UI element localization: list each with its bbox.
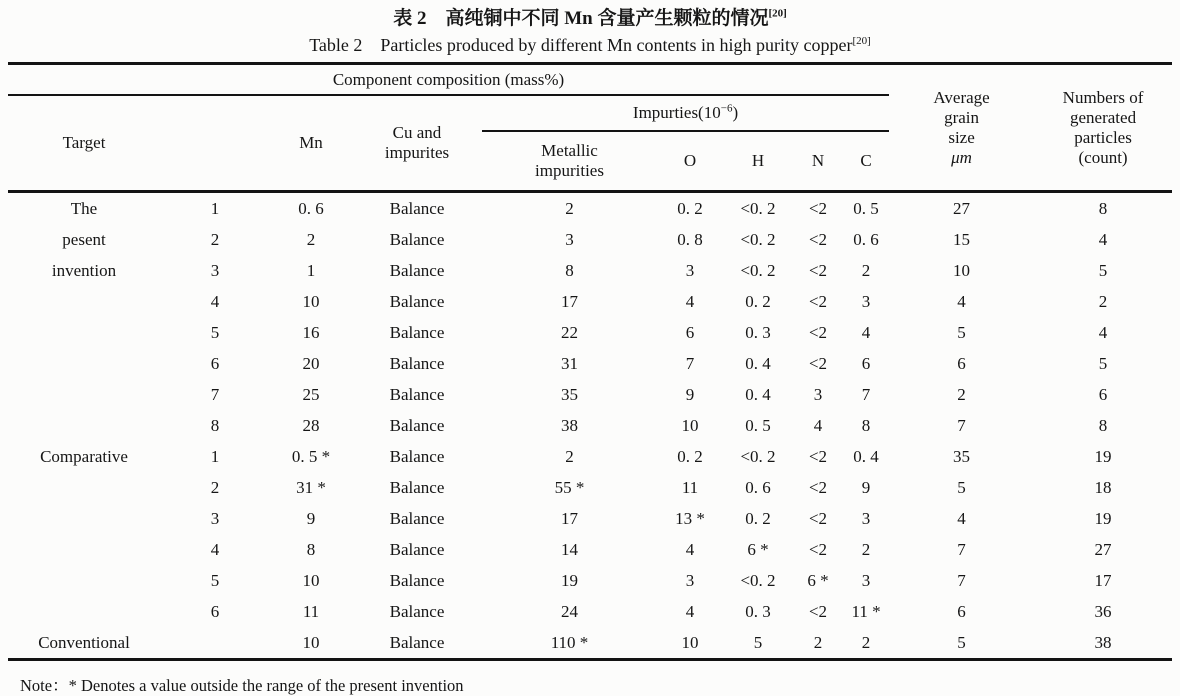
cell-mn: 2: [306, 229, 316, 249]
header-average-grain-size: [889, 64, 1034, 192]
cell-cu: Balance: [389, 415, 445, 435]
cell-particles: 36: [1094, 601, 1112, 621]
cell-mn: 0. 6: [298, 198, 324, 218]
cell-mn: 10: [302, 291, 320, 311]
cell-particles: 17: [1094, 570, 1112, 590]
cell-h: 0. 3: [745, 322, 771, 342]
cell-mn: 1: [306, 260, 316, 280]
cell-grain: 7: [957, 415, 966, 435]
cell-target: invention: [51, 260, 117, 280]
cell-grain: 27: [953, 198, 971, 218]
cell-target: [8, 534, 160, 565]
cell-no: 3: [210, 508, 220, 528]
header-target: Target: [8, 95, 160, 192]
cell-mn: 11: [302, 601, 320, 621]
cell-grain: 5: [957, 632, 966, 652]
cell-mn: 16: [302, 322, 320, 342]
data-table: [8, 62, 1172, 661]
cell-cu: Balance: [389, 601, 445, 621]
header-grain-unit: μm: [951, 147, 972, 167]
header-particles-line3: particles: [1074, 127, 1132, 147]
cell-o: 13 *: [675, 508, 705, 528]
cell-no: 4: [210, 291, 220, 311]
header-grain-line1: Average: [933, 87, 990, 107]
cell-o: 10: [681, 415, 699, 435]
table-title-english-text: Table 2 Particles produced by different Mn contents in high purity copper: [309, 34, 853, 55]
table-row: [8, 472, 1172, 503]
cell-metallic: 19: [561, 570, 578, 590]
cell-grain: 35: [953, 446, 971, 466]
cell-c: 3: [861, 570, 871, 590]
cell-particles: 6: [1098, 384, 1108, 404]
cell-o: 4: [685, 291, 695, 311]
table-footnote: Note：* Denotes a value outside the range of the present invention: [20, 676, 464, 696]
cell-particles: 5: [1098, 353, 1108, 373]
header-generated-particles: [1034, 64, 1172, 192]
cell-mn: 31 *: [296, 477, 326, 497]
cell-h: 0. 4: [745, 384, 771, 404]
cell-target: [8, 410, 160, 441]
table-body: [8, 192, 1172, 660]
cell-target: [8, 317, 160, 348]
cell-cu: Balance: [389, 446, 445, 466]
cell-metallic: 14: [561, 539, 578, 559]
cell-h: 5: [753, 632, 763, 652]
cell-metallic: 35: [561, 384, 578, 404]
header-nitrogen: N: [793, 131, 843, 192]
cell-metallic: 31: [561, 353, 578, 373]
cell-n: <2: [808, 477, 828, 497]
cell-particles: 27: [1094, 539, 1112, 559]
cell-h: <0. 2: [740, 570, 776, 590]
cell-cu: Balance: [389, 570, 445, 590]
header-impurities-text: Impurties(10: [632, 103, 721, 123]
cell-particles: 5: [1098, 260, 1108, 280]
cell-metallic: 24: [561, 601, 578, 621]
header-particles-line4: (count): [1078, 147, 1128, 167]
cell-target: The: [70, 198, 98, 218]
cell-o: 6: [685, 322, 695, 342]
cell-particles: 19: [1094, 508, 1112, 528]
table-row: [8, 192, 1172, 225]
header-grain-line3: size: [948, 127, 975, 147]
cell-no: 7: [210, 384, 220, 404]
cell-no: 5: [210, 570, 220, 590]
cell-no: [160, 627, 270, 660]
cell-o: 0. 2: [677, 198, 703, 218]
cell-cu: Balance: [389, 260, 445, 280]
cell-metallic: 110 *: [550, 632, 589, 652]
cell-h: <0. 2: [740, 260, 776, 280]
cell-target: [8, 286, 160, 317]
cell-target: [8, 565, 160, 596]
reference-superscript: [20]: [852, 34, 871, 47]
cell-metallic: 8: [565, 260, 574, 280]
header-hydrogen: H: [723, 131, 793, 192]
header-cu-line1: Cu and: [392, 123, 442, 143]
reference-superscript: [20]: [768, 7, 787, 20]
header-oxygen: O: [657, 131, 723, 192]
cell-h: 0. 4: [745, 353, 771, 373]
cell-grain: 7: [957, 570, 966, 590]
cell-n: 4: [813, 415, 823, 435]
cell-h: 0. 3: [745, 601, 771, 621]
cell-cu: Balance: [389, 632, 445, 652]
cell-n: 2: [813, 632, 823, 652]
header-particles-line2: generated: [1070, 107, 1137, 127]
cell-grain: 5: [957, 322, 966, 342]
cell-cu: Balance: [389, 291, 445, 311]
cell-o: 0. 2: [677, 446, 703, 466]
cell-h: <0. 2: [740, 229, 776, 249]
cell-grain: 5: [957, 477, 966, 497]
cell-no: 1: [210, 446, 220, 466]
cell-c: 7: [861, 384, 871, 404]
cell-no: 2: [210, 477, 220, 497]
cell-metallic: 2: [565, 198, 574, 218]
table-row: [8, 565, 1172, 596]
cell-grain: 4: [957, 291, 966, 311]
cell-n: <2: [808, 291, 828, 311]
cell-h: 6 *: [747, 539, 769, 559]
cell-h: 0. 6: [745, 477, 771, 497]
cell-o: 3: [685, 570, 695, 590]
cell-h: <0. 2: [740, 198, 776, 218]
cell-grain: 6: [957, 353, 966, 373]
cell-particles: 18: [1094, 477, 1112, 497]
table-title-chinese: [0, 7, 1180, 31]
header-metallic-line2: impurities: [535, 161, 604, 181]
cell-n: <2: [808, 322, 828, 342]
cell-metallic: 2: [565, 446, 574, 466]
cell-o: 9: [685, 384, 695, 404]
cell-h: 0. 2: [745, 291, 771, 311]
cell-c: 3: [861, 508, 871, 528]
table-row: [8, 596, 1172, 627]
cell-o: 10: [681, 632, 699, 652]
cell-c: 2: [861, 260, 871, 280]
cell-c: 2: [861, 632, 871, 652]
cell-c: 0. 5: [853, 198, 879, 218]
cell-grain: 7: [957, 539, 966, 559]
cell-mn: 0. 5 *: [291, 446, 331, 466]
cell-c: 3: [861, 291, 871, 311]
cell-n: <2: [808, 353, 828, 373]
cell-n: 6 *: [807, 570, 829, 590]
table-row: [8, 286, 1172, 317]
cell-mn: 10: [302, 570, 320, 590]
cell-cu: Balance: [389, 384, 445, 404]
cell-cu: Balance: [389, 508, 445, 528]
cell-no: 2: [210, 229, 220, 249]
cell-particles: 8: [1098, 415, 1108, 435]
cell-o: 7: [685, 353, 695, 373]
table-row: [8, 348, 1172, 379]
cell-c: 8: [861, 415, 871, 435]
cell-n: <2: [808, 446, 828, 466]
cell-c: 0. 4: [853, 446, 879, 466]
cell-grain: 2: [957, 384, 966, 404]
cell-target: [8, 472, 160, 503]
cell-metallic: 38: [561, 415, 578, 435]
cell-particles: 38: [1094, 632, 1112, 652]
cell-no: 8: [210, 415, 220, 435]
cell-no: 3: [210, 260, 220, 280]
header-metallic-line1: Metallic: [541, 141, 598, 161]
cell-metallic: 17: [561, 291, 578, 311]
header-component-composition: Component composition (mass%): [8, 64, 889, 96]
cell-no: 1: [210, 198, 220, 218]
cell-particles: 4: [1098, 322, 1108, 342]
cell-grain: 4: [957, 508, 966, 528]
cell-particles: 19: [1094, 446, 1112, 466]
cell-particles: 8: [1098, 198, 1108, 218]
cell-o: 3: [685, 260, 695, 280]
header-grain-line2: grain: [944, 107, 980, 127]
header-particles-line1: Numbers of: [1062, 87, 1144, 107]
cell-grain: 15: [953, 229, 971, 249]
header-metallic-impurities: [482, 131, 657, 192]
cell-metallic: 22: [561, 322, 578, 342]
cell-no: 6: [210, 353, 220, 373]
cell-mn: 10: [302, 632, 320, 652]
header-sample-number: [160, 95, 270, 192]
table-row: [8, 379, 1172, 410]
cell-particles: 4: [1098, 229, 1108, 249]
table-row: [8, 441, 1172, 472]
cell-o: 4: [685, 601, 695, 621]
cell-cu: Balance: [389, 539, 445, 559]
cell-no: 4: [210, 539, 220, 559]
cell-o: 0. 8: [677, 229, 703, 249]
cell-h: 0. 5: [745, 415, 771, 435]
cell-no: 5: [210, 322, 220, 342]
cell-cu: Balance: [389, 322, 445, 342]
table-title-chinese-text: 表 2 高纯铜中不同 Mn 含量产生颗粒的情况: [393, 8, 769, 29]
cell-target: Comparative: [40, 446, 128, 466]
cell-mn: 25: [302, 384, 320, 404]
cell-particles: 2: [1098, 291, 1108, 311]
header-cu-and-impurites: [352, 95, 482, 192]
cell-n: <2: [808, 508, 828, 528]
cell-mn: 8: [306, 539, 316, 559]
cell-n: 3: [813, 384, 823, 404]
cell-metallic: 17: [561, 508, 578, 528]
header-impurities-exponent: −6: [720, 102, 733, 115]
table-row: [8, 255, 1172, 286]
table-row: [8, 317, 1172, 348]
cell-metallic: 3: [565, 229, 574, 249]
table-row: [8, 534, 1172, 565]
table-caption-block: [0, 0, 1180, 56]
cell-target: Conventional: [38, 632, 130, 652]
cell-metallic: 55 *: [554, 477, 585, 497]
cell-cu: Balance: [389, 198, 445, 218]
cell-n: <2: [808, 198, 828, 218]
cell-h: <0. 2: [740, 446, 776, 466]
cell-target: [8, 348, 160, 379]
table-row: [8, 410, 1172, 441]
cell-h: 0. 2: [745, 508, 771, 528]
cell-target: pesent: [62, 229, 106, 249]
cell-mn: 20: [302, 353, 320, 373]
table-row: [8, 503, 1172, 534]
header-impurities-group: [482, 95, 889, 131]
table-row: [8, 627, 1172, 660]
cell-target: [8, 596, 160, 627]
cell-no: 6: [210, 601, 220, 621]
cell-c: 9: [861, 477, 871, 497]
cell-n: <2: [808, 539, 828, 559]
cell-n: <2: [808, 229, 828, 249]
table-title-english: [0, 34, 1180, 57]
cell-o: 11: [681, 477, 699, 497]
cell-n: <2: [808, 260, 828, 280]
header-carbon: C: [843, 131, 889, 192]
cell-cu: Balance: [389, 353, 445, 373]
cell-grain: 6: [957, 601, 966, 621]
cell-c: 2: [861, 539, 871, 559]
header-mn: Mn: [270, 95, 352, 192]
table-row: [8, 224, 1172, 255]
cell-target: [8, 503, 160, 534]
cell-c: 11 *: [851, 601, 881, 621]
cell-target: [8, 379, 160, 410]
cell-mn: 9: [306, 508, 316, 528]
cell-c: 4: [861, 322, 871, 342]
cell-grain: 10: [953, 260, 971, 280]
cell-c: 6: [861, 353, 871, 373]
cell-cu: Balance: [389, 477, 445, 497]
cell-mn: 28: [302, 415, 320, 435]
cell-cu: Balance: [389, 229, 445, 249]
cell-n: <2: [808, 601, 828, 621]
cell-c: 0. 6: [853, 229, 879, 249]
header-cu-line2: impurites: [384, 143, 450, 163]
cell-o: 4: [685, 539, 695, 559]
header-impurities-close: ): [732, 103, 739, 123]
